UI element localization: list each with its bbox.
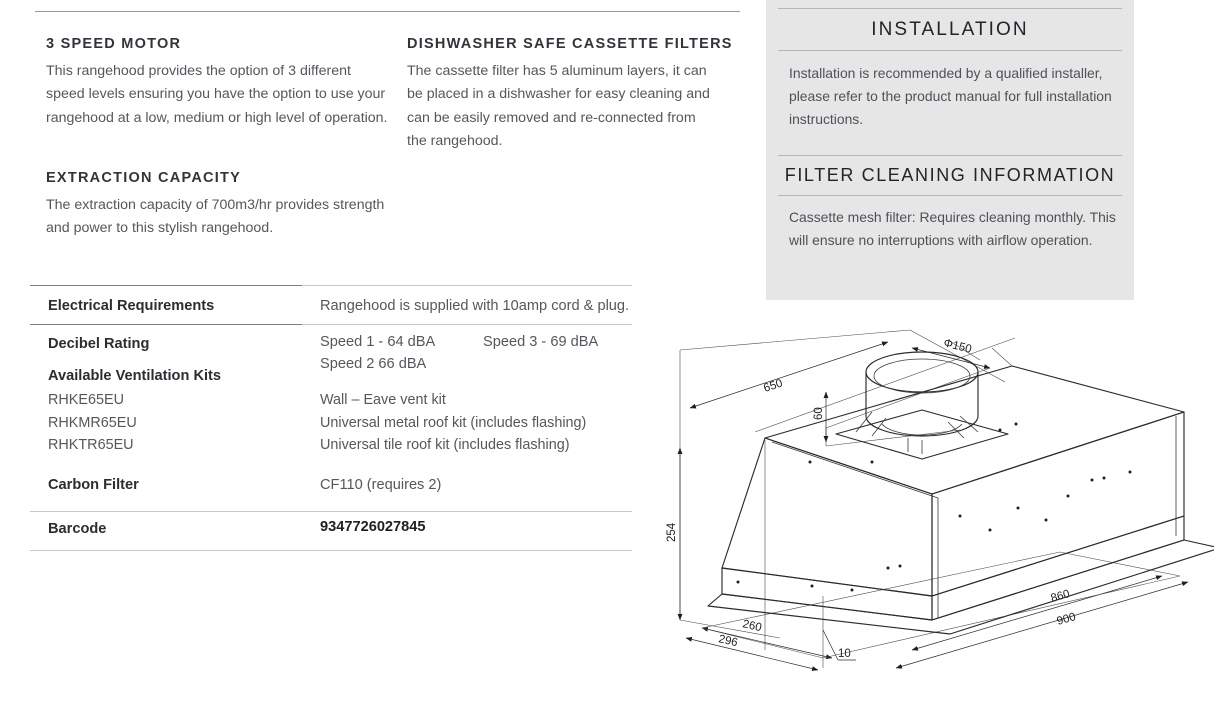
dimension-label: Φ150 — [942, 337, 973, 356]
dimension-label: 254 — [666, 522, 678, 542]
row-value: Rangehood is supplied with 10amp cord & plug. — [320, 298, 630, 314]
kit-description: Wall – Eave vent kit — [320, 392, 446, 408]
dimension-label: 296 — [717, 633, 739, 650]
dimension-label: 10 — [838, 648, 851, 660]
kit-code: RHKTR65EU — [48, 437, 134, 453]
panel-divider — [778, 195, 1122, 196]
table-rule — [30, 550, 632, 551]
dimension-body-height — [666, 448, 680, 620]
technical-drawing — [660, 320, 1214, 680]
dimension-label: 900 — [1055, 611, 1078, 628]
panel-divider — [778, 155, 1122, 156]
installation-body: Installation is recommended by a qualified installer, please refer to the product manual for full installation instructions. — [789, 65, 1112, 127]
info-panel — [766, 0, 1134, 300]
row-label: Carbon Filter — [48, 477, 139, 493]
decibel-speed-3: Speed 3 - 69 dBA — [483, 334, 599, 350]
row-label: Electrical Requirements — [48, 298, 215, 314]
table-rule — [302, 324, 632, 325]
kit-code: RHKMR65EU — [48, 415, 137, 431]
dimension-label: 650 — [762, 377, 785, 395]
filter-cleaning-body: Cassette mesh filter: Requires cleaning monthly. This will ensure no interruptions with airflow operation. — [789, 209, 1116, 248]
dimension-650 — [690, 342, 888, 408]
feature-3-speed-motor — [46, 36, 391, 130]
panel-divider — [778, 8, 1122, 9]
table-rule — [302, 285, 632, 286]
row-label: Available Ventilation Kits — [48, 368, 222, 384]
feature-heading: EXTRACTION CAPACITY — [46, 170, 242, 186]
feature-extraction-capacity — [46, 170, 391, 241]
dimension-label: 860 — [1049, 588, 1072, 605]
feature-heading: 3 SPEED MOTOR — [46, 36, 182, 52]
base-projection — [702, 552, 1180, 658]
section-divider-top — [35, 11, 740, 12]
feature-heading: DISHWASHER SAFE CASSETTE FILTERS — [407, 36, 733, 52]
installation-title: INSTALLATION — [871, 19, 1029, 40]
feature-body: This rangehood provides the option of 3 different speed levels ensuring you have the option to use your rangehood at a low, medium or high level of operation. — [46, 63, 388, 126]
feature-dishwasher-safe-cassette-filters — [407, 36, 733, 154]
kit-description: Universal metal roof kit (includes flashing) — [320, 415, 587, 431]
row-label: Barcode — [48, 521, 107, 537]
table-rule — [30, 511, 632, 512]
table-rule — [30, 285, 302, 286]
decibel-speed-2: Speed 2 66 dBA — [320, 356, 427, 372]
panel-divider — [778, 50, 1122, 51]
decibel-speed-1: Speed 1 - 64 dBA — [320, 334, 436, 350]
kit-code: RHKE65EU — [48, 392, 124, 408]
kit-description: Universal tile roof kit (includes flashing) — [320, 437, 570, 453]
table-rule — [30, 324, 302, 325]
dimension-duct-height — [813, 392, 826, 442]
features-section — [0, 0, 760, 270]
rangehood-body — [708, 366, 1214, 634]
dimension-width-outer — [896, 582, 1188, 668]
projection-lines — [680, 330, 1015, 668]
dimension-label: 60 — [813, 407, 825, 420]
feature-body: The cassette filter has 5 aluminum layers, it can be placed in a dishwasher for easy cleaning and can be easily removed and re-connected from the rangehood. — [407, 63, 710, 150]
duct-collar — [836, 352, 1008, 459]
dimension-label: 260 — [741, 618, 763, 635]
row-label: Decibel Rating — [48, 336, 150, 352]
dimension-flange — [823, 630, 856, 660]
row-value: 9347726027845 — [320, 519, 426, 535]
feature-body: The extraction capacity of 700m3/hr provides strength and power to this stylish rangehood. — [46, 197, 385, 237]
row-value: CF110 (requires 2) — [320, 477, 442, 493]
filter-cleaning-title: FILTER CLEANING INFORMATION — [784, 165, 1116, 185]
